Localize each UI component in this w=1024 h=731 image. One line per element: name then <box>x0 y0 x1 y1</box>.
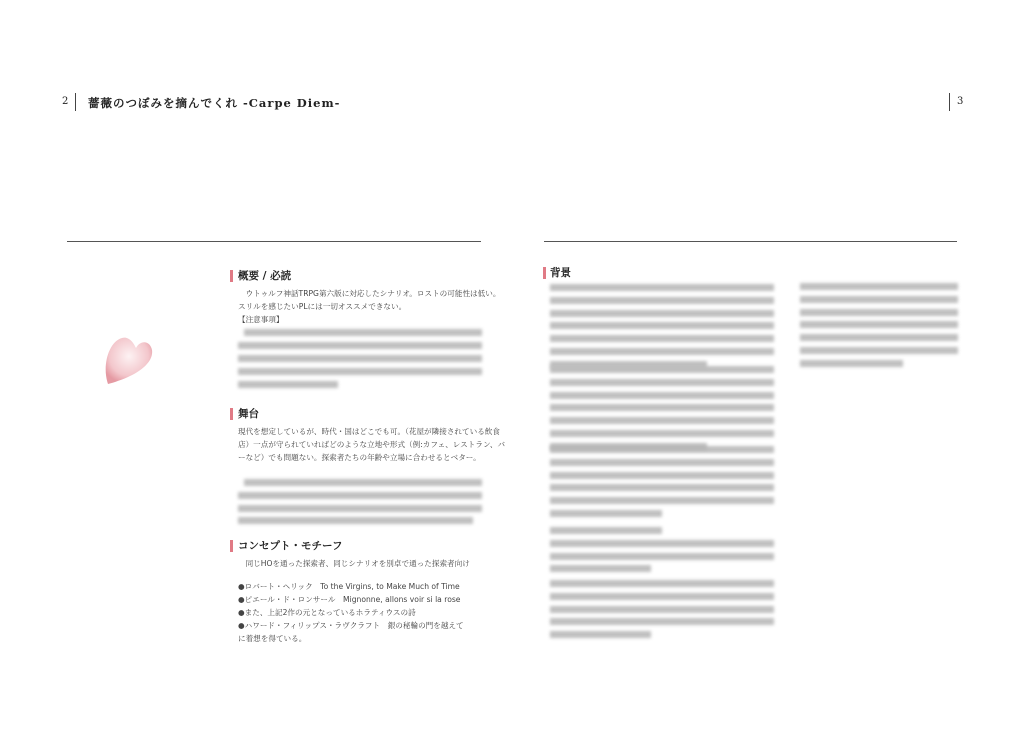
text-line: 同じHOを通った探索者、同じシナリオを別卓で通った探索者向け <box>238 559 470 568</box>
page-number-left: 2 <box>62 96 69 107</box>
blurred-line <box>550 348 774 355</box>
blurred-line <box>550 580 774 587</box>
heading-marker <box>230 270 233 282</box>
blurred-line <box>550 430 774 437</box>
blurred-line <box>800 283 958 290</box>
section-heading-stage: 舞台 <box>238 408 259 420</box>
blurred-line <box>800 309 958 316</box>
text-line: ●ピエール・ド・ロンサール Mignonne, allons voir si la rose <box>238 595 461 604</box>
blank-line <box>238 570 470 580</box>
blurred-line <box>550 379 774 386</box>
blurred-line <box>550 618 774 625</box>
blurred-line <box>550 446 774 453</box>
blurred-line <box>550 404 774 411</box>
section-heading-background: 背景 <box>550 267 571 279</box>
blurred-line <box>550 366 774 373</box>
blurred-line <box>550 631 651 638</box>
blurred-line <box>550 606 774 613</box>
section-heading-concept: コンセプト・モチーフ <box>238 540 343 552</box>
blurred-line <box>800 296 958 303</box>
blurred-line <box>550 510 662 517</box>
heading-marker <box>230 408 233 420</box>
page-number-right: 3 <box>957 96 964 107</box>
blurred-line <box>800 360 903 367</box>
blurred-line <box>550 527 662 534</box>
blurred-line <box>550 553 774 560</box>
text-line: ●ハワード・フィリップス・ラヴクラフト 銀の秘輪の門を越えて <box>238 621 464 630</box>
header-divider <box>75 93 76 111</box>
blurred-line <box>800 347 958 354</box>
blurred-line <box>550 322 774 329</box>
right-rule <box>544 241 957 242</box>
text-line: スリルを感じたいPLには一切オススメできない。 <box>238 302 407 311</box>
text-line: ●ロバート・ヘリック To the Virgins, to Make Much of Time <box>238 582 460 591</box>
text-line: 店）一点が守られていればどのような立地や形式（例:カフェ、レストラン、バ <box>238 440 506 449</box>
section-heading-overview: 概要 / 必読 <box>238 270 292 282</box>
blurred-line <box>550 472 774 479</box>
blurred-line <box>550 497 774 504</box>
heading-marker <box>543 267 546 279</box>
text-line: 現代を想定しているが、時代・国はどこでも可。（花屋が隣接されている飲食 <box>238 427 500 436</box>
header-divider-right <box>949 93 950 111</box>
text-line: ●また、上記2作の元となっているホラティウスの詩 <box>238 608 416 617</box>
text-line: ウトゥルフ神話TRPG第六版に対応したシナリオ。ロストの可能性は低い。 <box>238 289 501 298</box>
heading-marker <box>230 540 233 552</box>
text-line: に着想を得ている。 <box>238 634 307 643</box>
blurred-line <box>550 459 774 466</box>
text-line: ーなど）でも問題ない。探索者たちの年齢や立場に合わせるとベター。 <box>238 453 481 462</box>
text-line: 【注意事項】 <box>238 315 284 324</box>
blurred-line <box>550 593 774 600</box>
blurred-line <box>550 392 774 399</box>
blurred-line <box>550 417 774 424</box>
blurred-line <box>550 335 774 342</box>
blurred-line <box>550 540 774 547</box>
blurred-line <box>800 334 958 341</box>
blurred-line <box>550 284 774 291</box>
blurred-line <box>800 321 958 328</box>
blurred-line <box>550 484 774 491</box>
blurred-line <box>550 297 774 304</box>
blurred-line <box>550 565 651 572</box>
rose-petal-illustration <box>100 332 155 390</box>
blurred-line <box>550 310 774 317</box>
running-title: 薔薇のつぼみを摘んでくれ -Carpe Diem- <box>88 96 341 110</box>
left-rule <box>67 241 481 242</box>
